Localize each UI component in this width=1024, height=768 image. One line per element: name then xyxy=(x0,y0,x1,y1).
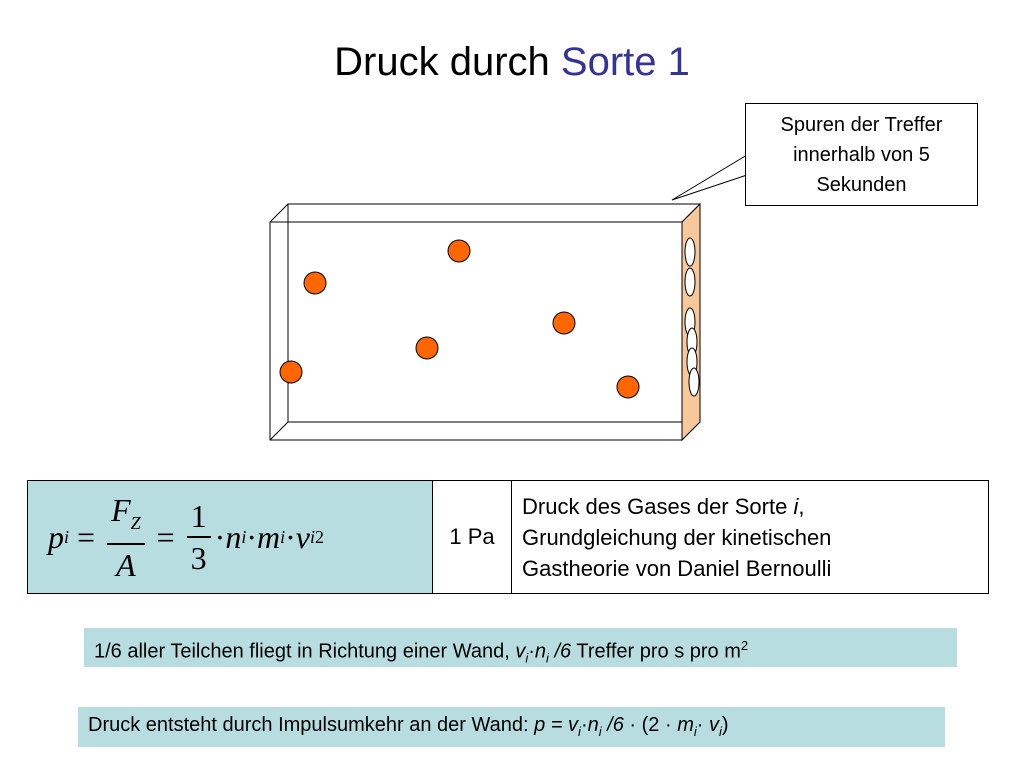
fraction-force-area: $\frac{F_Z}{A}$ xyxy=(107,490,145,585)
description-line-1: Druck des Gases der Sorte i, xyxy=(522,493,805,519)
container-front-face xyxy=(270,222,682,440)
molecule-1 xyxy=(448,240,470,262)
note-momentum: Druck entsteht durch Impulsumkehr an der Wand: $p = v_i\cdot n_i$ $/6 \cdot (2 \cdot m_i\cdot v_i)$ xyxy=(78,707,945,747)
callout-line-3: Sekunden xyxy=(816,174,907,196)
description-line-2: Grundgleichung der kinetischen xyxy=(522,524,832,550)
impact-mark-2 xyxy=(685,268,695,296)
callout-line-1: Spuren der Treffer xyxy=(780,114,943,136)
impact-mark-1 xyxy=(685,238,695,266)
fraction-one-third: $\frac{1}{3}$ xyxy=(187,496,211,578)
formula-table xyxy=(27,480,989,594)
unit-cell: 1 Pa xyxy=(433,481,512,594)
molecules xyxy=(280,240,639,398)
molecule-6 xyxy=(617,376,639,398)
description-line-3: Gastheorie von Daniel Bernoulli xyxy=(522,555,832,581)
callout-box xyxy=(745,103,978,206)
note-hit-rate: 1/6 aller Teilchen fliegt in Richtung einer Wand, $v_i\cdot n_i$ /6 Treffer pro s pro $m^2$ xyxy=(84,628,957,667)
callout-line-2: innerhalb von 5 xyxy=(793,144,930,166)
description-cell xyxy=(512,481,989,594)
pressure-formula: p i = $\frac{F_Z}{A}$ = $\frac{1}{3}$ · n i · m i · v i 2 xyxy=(48,491,324,583)
title-accent: Sorte 1 xyxy=(560,40,690,84)
molecule-2 xyxy=(304,272,326,294)
molecule-4 xyxy=(416,337,438,359)
molecule-3 xyxy=(553,312,575,334)
callout-pointer xyxy=(672,155,747,200)
impact-mark-6 xyxy=(689,368,699,396)
title-main: Druck durch xyxy=(334,40,561,84)
formula-cell xyxy=(28,481,433,594)
molecule-5 xyxy=(280,361,302,383)
